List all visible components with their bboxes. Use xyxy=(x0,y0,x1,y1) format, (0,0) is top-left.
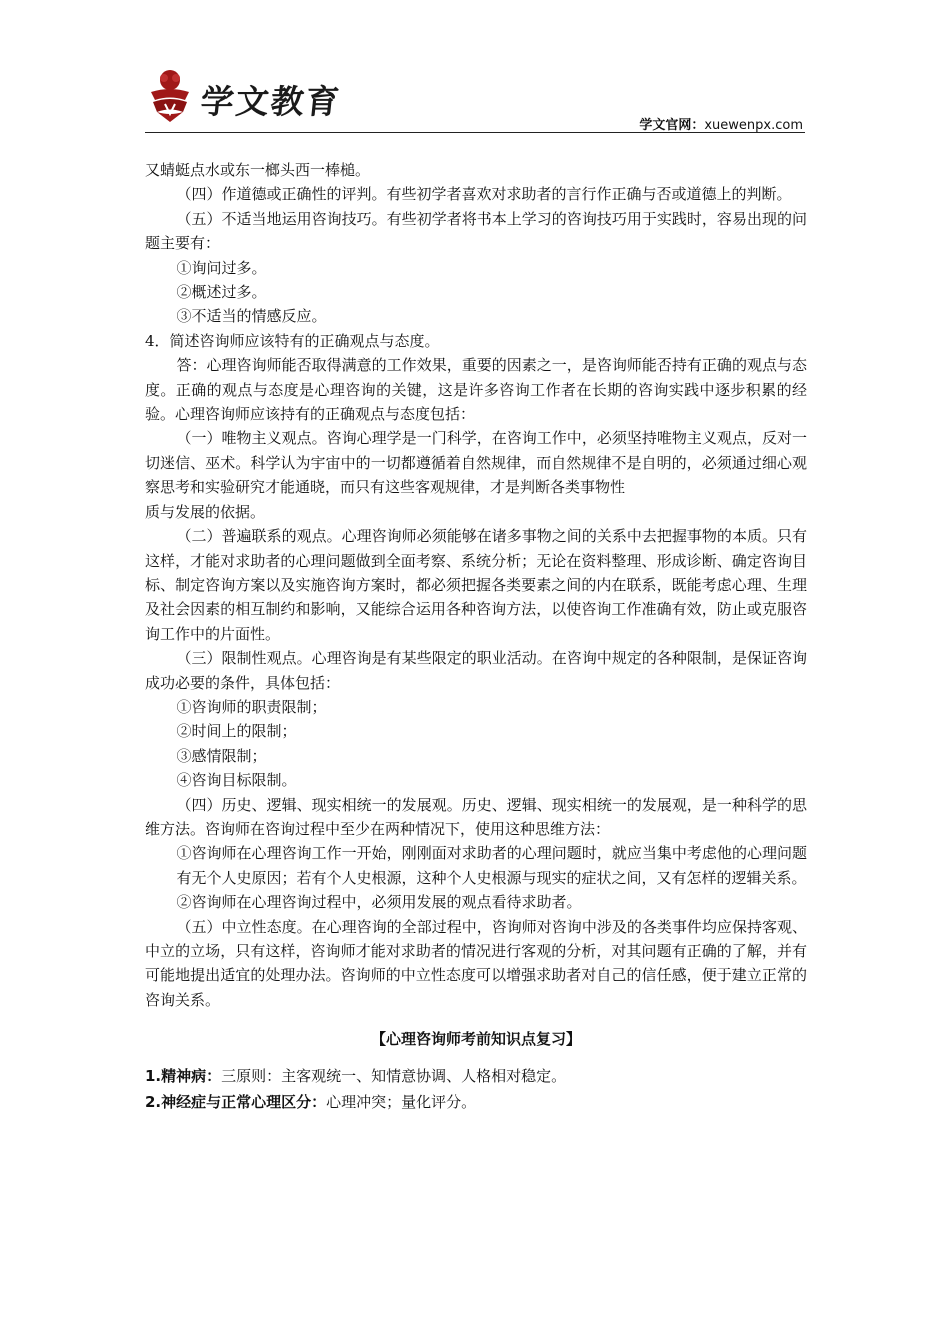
key-point xyxy=(145,1089,807,1115)
paragraph: （一）唯物主义观点。咨询心理学是一门科学，在咨询工作中，必须坚持唯物主义观点，反对一切迷信、巫术。科学认为宇宙中的一切都遵循着自然规律，而自然规律不是自明的，必须通过细心观察思考和实验研究才能通晓，而只有这些客观规律，才是判断各类事物性 xyxy=(145,429,807,497)
paragraph: （四）历史、逻辑、现实相统一的发展观。历史、逻辑、现实相统一的发展观，是一种科学的思维方法。咨询师在咨询过程中至少在两种情况下，使用这种思维方法： xyxy=(145,795,807,838)
paragraph-list xyxy=(145,158,807,1012)
site-label: 学文官网： xyxy=(639,118,705,133)
document-body xyxy=(145,158,807,1115)
key-point-text: 三原则：主客观统一、知情意协调、人格相对稳定。 xyxy=(221,1067,567,1086)
review-heading: 【心理咨询师考前知识点复习】 xyxy=(370,1030,581,1049)
paragraph: 答：心理咨询师能否取得满意的工作效果，重要的因素之一，是咨询师能否持有正确的观点与态度。正确的观点与态度是心理咨询的关键，这是许多咨询工作者在长期的咨询实践中逐步积累的经验。心理咨询师应该持有的正确观点与态度包括： xyxy=(145,356,807,424)
paragraph: （五）不适当地运用咨询技巧。有些初学者将书本上学习的咨询技巧用于实践时，容易出现的问题主要有： xyxy=(145,209,807,253)
list-item: ①询问过多。 xyxy=(176,258,267,277)
key-point-list xyxy=(145,1063,807,1115)
list-item: ②时间上的限制； xyxy=(176,722,297,741)
list-item: ③感情限制； xyxy=(176,746,267,765)
key-point-label: 2.神经症与正常心理区分： xyxy=(145,1093,327,1112)
logo-text: 学文教育 xyxy=(198,82,343,121)
key-point-text: 心理冲突；量化评分。 xyxy=(326,1093,477,1112)
xuewen-logo-icon xyxy=(145,66,195,124)
list-item: ②咨询师在心理咨询过程中，必须用发展的观点看待求助者。 xyxy=(176,893,582,912)
paragraph: （三）限制性观点。心理咨询是有某些限定的职业活动。在咨询中规定的各种限制，是保证咨询成功必要的条件，具体包括： xyxy=(145,649,807,692)
list-item: ①咨询师的职责限制； xyxy=(176,697,327,716)
paragraph: （五）中立性态度。在心理咨询的全部过程中，咨询师对咨询中涉及的各类事件均应保持客观、中立的立场，只有这样，咨询师才能对求助者的情况进行客观的分析，对其问题有正确的了解，并有可能地提出适宜的处理办法。咨询师的中立性态度可以增强求助者对自己的信任感，便于建立正常的咨询关系。 xyxy=(145,917,807,1009)
site-url[interactable] xyxy=(639,114,803,133)
paragraph: 又蜻蜓点水或东一榔头西一棒槌。 xyxy=(145,161,371,179)
list-item: ④咨询目标限制。 xyxy=(176,771,297,790)
list-item: ①咨询师在心理咨询工作一开始，刚刚面对求助者的心理问题时，就应当集中考虑他的心理问题有无个人史原因；若有个人史根源，这种个人史根源与现实的症状之间，又有怎样的逻辑关系。 xyxy=(176,844,807,887)
page-header xyxy=(145,58,805,134)
key-point-label: 1.精神病： xyxy=(145,1067,222,1086)
paragraph: （四）作道德或正确性的评判。有些初学者喜欢对求助者的言行作正确与否或道德上的判断。 xyxy=(176,185,792,204)
paragraph: 质与发展的依据。 xyxy=(145,502,266,521)
site-url-text[interactable]: xuewenpx.com xyxy=(704,118,803,133)
list-item: ②概述过多。 xyxy=(176,283,267,302)
key-point xyxy=(145,1063,807,1089)
paragraph: 4．简述咨询师应该特有的正确观点与态度。 xyxy=(145,331,440,350)
header-divider xyxy=(145,132,805,133)
list-item: ③不适当的情感反应。 xyxy=(176,307,327,326)
paragraph: （二）普遍联系的观点。心理咨询师必须能够在诸多事物之间的关系中去把握事物的本质。只有这样，才能对求助者的心理问题做到全面考察、系统分析；无论在资料整理、形成诊断、确定咨询目标、制定咨询方案以及实施咨询方案时，都必须把握各类要素之间的内在联系，既能考虑心理、生理及社会因素的相互制约和影响，又能综合运用各种咨询方法，以使咨询工作准确有效，防止或克服咨询工作中的片面性。 xyxy=(145,527,807,643)
